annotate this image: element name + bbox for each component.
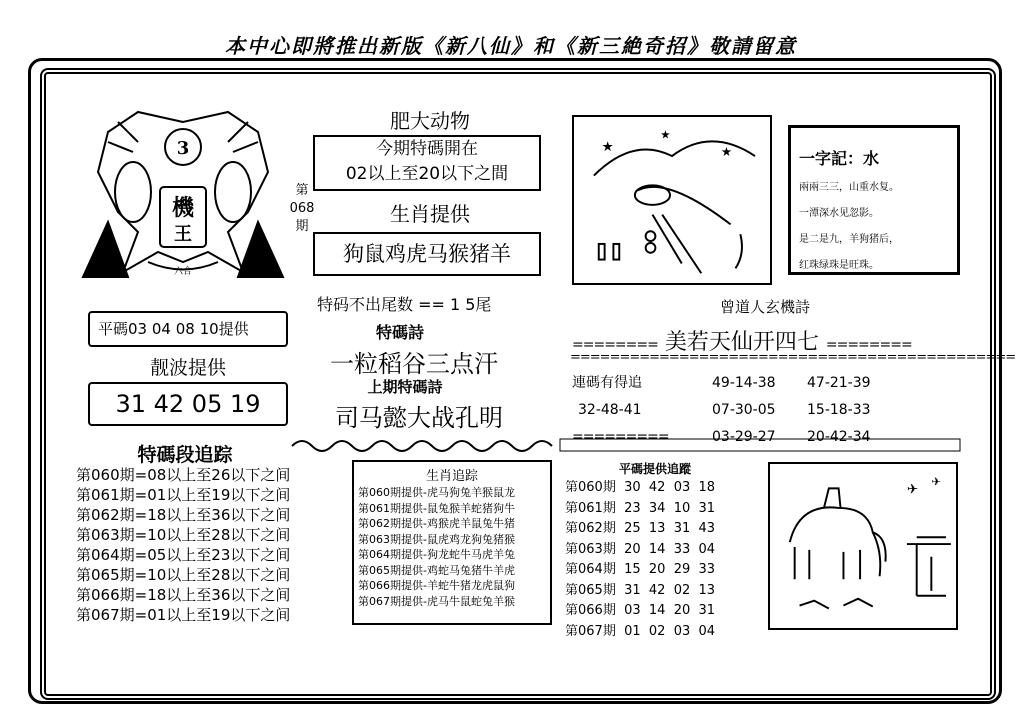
zodiac-track-title: 生肖追踪 [425, 469, 478, 484]
zodiac-box: 狗鼠鸡虎马猴猪羊 [313, 232, 541, 276]
flat-num: 42 [648, 582, 666, 598]
flat-num: 23 [624, 500, 641, 516]
zodiac-title: 生肖提供 [390, 202, 470, 226]
zodiac-track-row: 第067期提供-虎马牛鼠蛇兔羊猴 [358, 594, 515, 608]
link-row [572, 424, 871, 451]
flat-num: 31 [698, 500, 716, 516]
flat-num: 20 [648, 562, 666, 577]
issue-number: 068 [289, 201, 315, 216]
issue-suffix: 期 [295, 219, 309, 234]
track-row: 第064期=05以上至23以下之间 [76, 546, 291, 564]
poem-text: 一粒稻谷三点汗 [330, 350, 498, 378]
flat-num: 03 [624, 603, 641, 618]
track-row: 第066期=18以上至36以下之间 [76, 586, 291, 604]
flat-track-row [565, 519, 715, 540]
poem-title: 特碼詩 [375, 323, 424, 342]
one-char-box [788, 125, 960, 275]
link-cell: 49-14-38 [712, 375, 776, 391]
track-row: 第067期=01以上至19以下之间 [76, 606, 291, 624]
flat-num: 29 [673, 562, 691, 577]
link-label: 連碼有得追 [572, 375, 642, 391]
link-row [572, 397, 871, 424]
dash-right: ======== [825, 337, 912, 353]
zodiac-track-row: 第063期提供-鼠虎鸡龙狗兔猪猴 [358, 532, 515, 546]
zodiac-track-row: 第062期提供-鸡猴虎羊鼠兔牛猪 [358, 517, 515, 530]
zodiac-track-row: 第065期提供-鸡蛇马兔猪牛羊虎 [358, 563, 515, 577]
flat-track-title: 平碼提供追蹤 [618, 462, 691, 476]
flat-num: 25 [624, 521, 641, 536]
one-char-line: 一潭深水见忽影。 [799, 208, 879, 219]
svg-text:✈: ✈ [931, 474, 942, 489]
dash-line: ============================================= [570, 350, 1016, 365]
flat-track-issue: 第060期 [565, 480, 616, 495]
zodiac-track-row: 第060期提供-虎马狗兔羊猴鼠龙 [358, 486, 515, 499]
machine-poem-title: 曾道人玄機詩 [719, 298, 810, 316]
flat-num: 04 [698, 541, 716, 557]
flat-num: 01 [624, 623, 641, 639]
last-poem-title: 上期特碼詩 [367, 378, 443, 396]
link-cell: 07-30-05 [712, 402, 776, 418]
flat-num: 34 [648, 500, 666, 516]
flat-track-issue: 第063期 [565, 541, 616, 557]
svg-text:✈: ✈ [906, 481, 919, 498]
flat-num: 31 [673, 521, 691, 536]
emblem-mid-char: 機 [171, 195, 195, 221]
svg-text:★: ★ [660, 127, 671, 142]
link-cell: 03-29-27 [712, 429, 776, 445]
svg-text:★: ★ [601, 139, 614, 156]
zodiac-track-row: 第064期提供-狗龙蛇牛马虎羊兔 [358, 548, 515, 561]
flat-track-row [565, 478, 715, 499]
elephant-picture-icon [768, 462, 958, 630]
flat-num: 31 [698, 603, 716, 618]
flat-num: 33 [698, 562, 716, 577]
wave-title: 靓波提供 [149, 357, 226, 379]
flat-num: 03 [673, 480, 691, 495]
flat-track-list [565, 478, 715, 642]
link-cell: 47-21-39 [807, 375, 871, 391]
flat-num: 42 [648, 480, 666, 495]
svg-text:★: ★ [720, 144, 733, 160]
wave-numbers: 31 42 05 19 [88, 382, 288, 426]
flat-num: 33 [673, 541, 691, 557]
one-char-title: 一字記：水 [799, 149, 880, 168]
link-row [572, 370, 871, 397]
header-banner: 本中心即將推出新版《新八仙》和《新三絶奇招》敬請留意 [225, 34, 797, 58]
flat-track-issue: 第061期 [565, 500, 616, 516]
flat-num: 15 [624, 562, 641, 577]
flat-num: 10 [673, 500, 691, 516]
link-cell: 15-18-33 [807, 402, 871, 418]
track-row: 第060期=08以上至26以下之间 [76, 466, 291, 484]
flat-track-issue: 第067期 [565, 623, 616, 639]
flat-num: 02 [673, 582, 691, 598]
flat-num: 04 [698, 623, 716, 639]
track-list [76, 465, 290, 625]
last-poem-text: 司马懿大战孔明 [335, 404, 503, 432]
center-title: 肥大动物 [390, 109, 470, 133]
flat-num: 03 [673, 623, 691, 639]
flat-num: 13 [698, 582, 716, 598]
one-char-line: 兩兩三三，山重水复。 [799, 182, 899, 193]
one-char-line: 红珠绿珠是旺珠。 [799, 260, 879, 271]
zodiac-track-row: 第061期提供-鼠兔猴羊蛇猪狗牛 [358, 501, 515, 515]
flat-track-row [565, 601, 715, 622]
link-cell: 20-42-34 [807, 429, 871, 445]
flat-track-row [565, 499, 715, 520]
flat-code-box: 平碼03 04 08 10提供 [88, 311, 288, 347]
link-cell: 32-48-41 [578, 402, 642, 418]
one-char-line: 是二是九，羊狗猪后， [799, 234, 899, 245]
flat-num: 20 [673, 603, 691, 618]
track-title: 特碼段追踪 [137, 444, 233, 466]
emblem-ribbon: 六合 [173, 267, 193, 277]
range-line-2: 02以上至20以下之間 [345, 164, 509, 184]
flat-track-issue: 第064期 [565, 562, 616, 577]
flat-num: 14 [648, 541, 666, 557]
link-table [572, 370, 871, 451]
zodiac-track-row: 第066期提供-羊蛇牛猪龙虎鼠狗 [358, 579, 515, 592]
zodiac-track-box [352, 460, 552, 625]
track-row: 第061期=01以上至19以下之间 [76, 486, 291, 504]
flat-num: 43 [698, 521, 716, 536]
dash-left: ======== [572, 337, 658, 353]
flat-track-issue: 第065期 [565, 582, 616, 598]
range-box [313, 135, 541, 191]
machine-poem-text: 美若天仙开四七 [664, 330, 819, 355]
emblem-top-char: 3 [176, 138, 190, 159]
flat-num: 30 [624, 480, 641, 495]
flat-num: 13 [648, 521, 666, 536]
track-row: 第062期=18以上至36以下之间 [76, 506, 291, 524]
issue-prefix: 第 [295, 183, 309, 198]
flat-track-row [565, 540, 715, 561]
emblem-low-char: 王 [174, 224, 192, 245]
flat-num: 14 [648, 603, 666, 618]
flat-num: 18 [698, 480, 716, 495]
flat-num: 02 [648, 623, 666, 639]
link-cell: ========= [572, 429, 669, 445]
flat-num: 31 [624, 582, 641, 598]
track-row: 第063期=10以上至28以下之间 [76, 526, 291, 544]
bird-picture-icon [572, 115, 772, 285]
flat-track-row [565, 622, 715, 643]
flat-track-issue: 第062期 [565, 521, 616, 536]
flat-track-issue: 第066期 [565, 603, 616, 618]
eagle-emblem-icon [78, 102, 288, 282]
range-line-1: 今期特碼開在 [376, 139, 478, 159]
flat-track-row [565, 581, 715, 602]
tail-digits: 特码不出尾数 == 1 5尾 [317, 295, 492, 314]
flat-num: 20 [624, 541, 641, 557]
track-row: 第065期=10以上至28以下之间 [76, 566, 291, 584]
flat-track-row [565, 560, 715, 581]
